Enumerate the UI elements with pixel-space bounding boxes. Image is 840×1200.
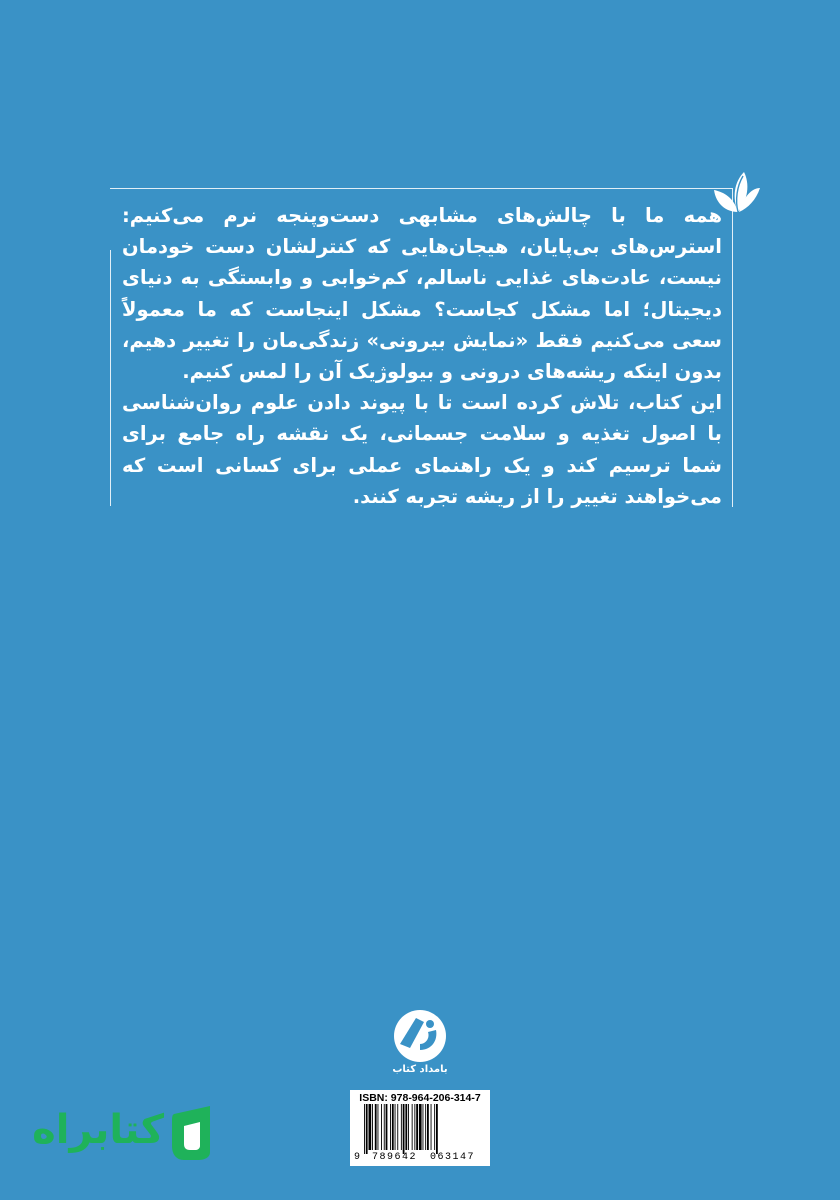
barcode-bar xyxy=(390,1104,391,1150)
barcode-bar xyxy=(419,1104,422,1150)
barcode-bar xyxy=(364,1104,365,1154)
barcode-bar xyxy=(423,1104,424,1150)
barcode-group-2: 063147 xyxy=(430,1152,476,1163)
barcode-bar xyxy=(425,1104,426,1150)
barcode-bar xyxy=(395,1104,396,1150)
barcode-bar xyxy=(392,1104,394,1150)
blurb-text xyxy=(122,200,722,512)
barcode-bar xyxy=(386,1104,388,1150)
barcode-bar xyxy=(414,1104,415,1150)
barcode-bar xyxy=(405,1104,407,1150)
barcode-bar xyxy=(401,1104,402,1150)
barcode-digits xyxy=(350,1152,490,1164)
barcode-bar xyxy=(381,1104,382,1150)
barcode-bar xyxy=(369,1104,372,1150)
publisher-name: بامداد کتاب xyxy=(392,1064,448,1075)
barcode-bar xyxy=(397,1104,398,1150)
barcode-group-1: 789642 xyxy=(372,1152,418,1163)
barcode-lead-digit: 9 xyxy=(354,1152,361,1163)
barcode-bar xyxy=(416,1104,418,1150)
barcode-bar xyxy=(412,1104,413,1150)
blurb-frame-left-line xyxy=(110,250,111,506)
barcode-bar xyxy=(378,1104,379,1150)
barcode-bar xyxy=(408,1104,409,1150)
barcode-bar xyxy=(372,1104,373,1150)
barcode-bar xyxy=(434,1104,435,1150)
barcode-bar xyxy=(436,1104,438,1154)
barcode-bar xyxy=(384,1104,385,1150)
barcode-bar xyxy=(403,1104,405,1154)
barcode xyxy=(350,1090,490,1166)
isbn-label: ISBN: 978-964-206-314-7 xyxy=(359,1092,481,1104)
blurb-paragraph-1: همه ما با چالش‌های مشابهی دست‌وپنجه نرم می‌کنیم: استرس‌های بی‌پایان، هیجان‌هایی که کنترلشان دست خودمان نیست، عادت‌های غذایی ناسالم، کم‌خوابی و وابستگی به دنیای دیجیتال؛ اما مشکل کجاست؟ مشکل اینجاست که ما معمولاً سعی می‌کنیم فقط «نمایش بیرونی» زندگی‌مان را تغییر دهیم، بدون اینکه ریشه‌های درونی و بیولوژیک آن را لمس کنیم. xyxy=(122,204,722,384)
barcode-bar xyxy=(431,1104,432,1150)
barcode-bar xyxy=(375,1104,377,1150)
blurb-paragraph-2: این کتاب، تلاش کرده است تا با پیوند دادن علوم روان‌شناسی با اصول تغذیه و سلامت جسمانی، یک نقشه راه جامع برای شما ترسیم کند و یک راهنمای عملی برای کسانی است که می‌خواهند تغییر را از ریشه تجربه کنند. xyxy=(122,391,722,508)
barcode-bars xyxy=(350,1104,490,1154)
barcode-bar xyxy=(366,1104,368,1154)
barcode-bar xyxy=(427,1104,429,1150)
store-name: کتابراه xyxy=(32,1107,164,1153)
